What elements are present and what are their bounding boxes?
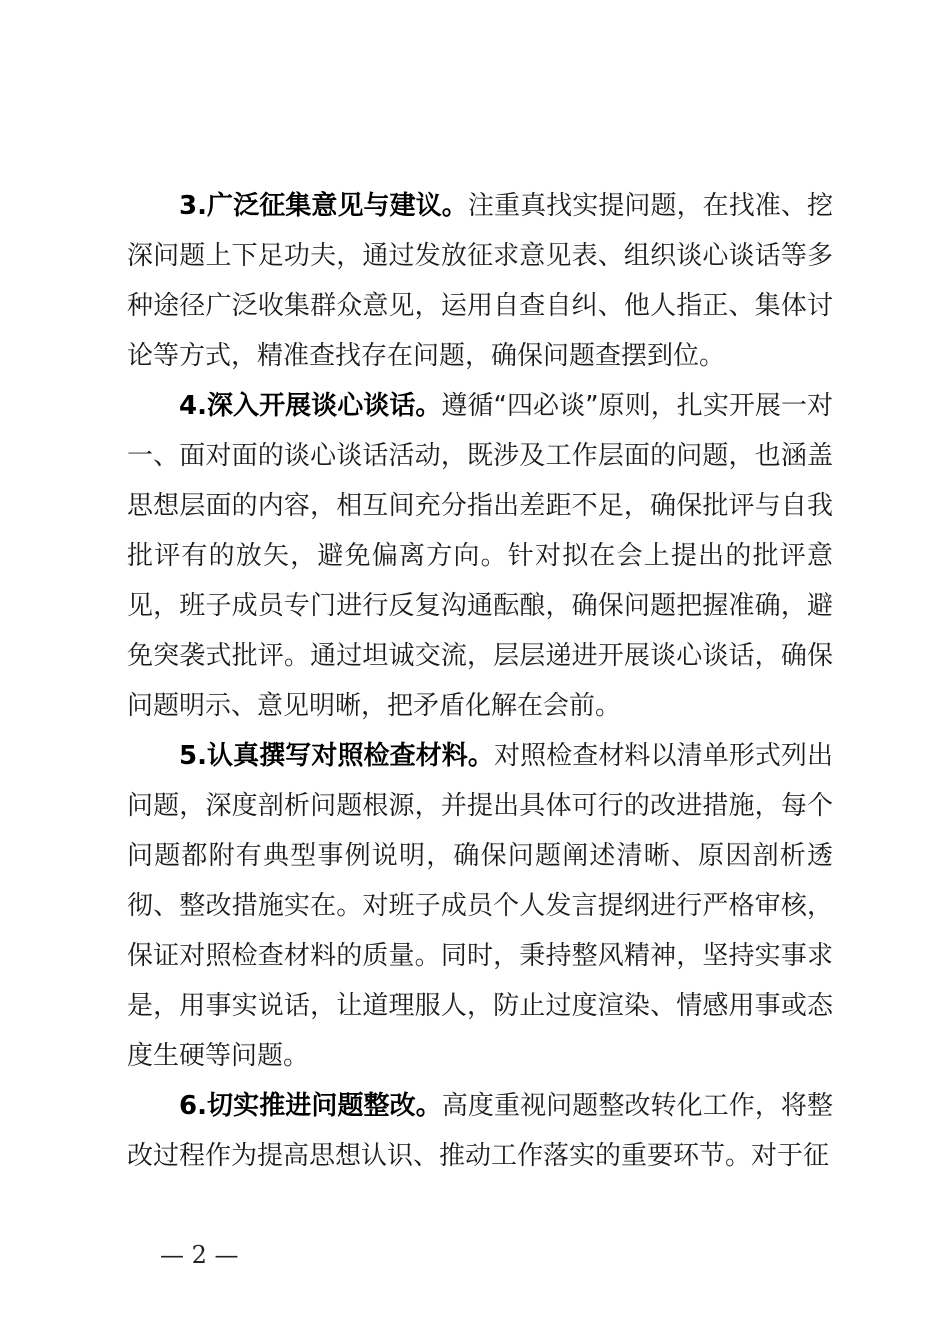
paragraph-text: 遵循“四必谈”原则，扎实开展一对一、面对面的谈心谈话活动，既涉及工作层面的问题，也涵盖思想层面的内容，相互间充分指出差距不足，确保批评与自我批评有的放矢，避免偏离方向。针对拟在会上提出的批评意见，班子成员专门进行反复沟通酝酿，确保问题把握准确，避免突袭式批评。通过坦诚交流，层层递进开展谈心谈话，确保问题明示、意见明晰，把矛盾化解在会前。 — [127, 391, 833, 721]
paragraph-heading: 6.切实推进问题整改。 — [179, 1091, 442, 1121]
paragraph-heading: 4.深入开展谈心谈话。 — [179, 391, 442, 421]
paragraph-heading: 3.广泛征集意见与建议。 — [179, 191, 468, 221]
paragraph-5 — [127, 731, 833, 1081]
paragraph-6 — [127, 1081, 833, 1181]
paragraph-text: 注重真找实提问题，在找准、挖深问题上下足功夫，通过发放征求意见表、组织谈心谈话等多种途径广泛收集群众意见，运用自查自纠、他人指正、集体讨论等方式，精准查找存在问题，确保问题查摆到位。 — [127, 191, 833, 371]
page-number: — 2 — — [160, 1241, 239, 1269]
paragraph-3 — [127, 181, 833, 381]
paragraph-4 — [127, 381, 833, 731]
paragraph-heading: 5.认真撰写对照检查材料。 — [179, 741, 494, 771]
document-body — [127, 181, 833, 1181]
paragraph-text: 对照检查材料以清单形式列出问题，深度剖析问题根源，并提出具体可行的改进措施，每个问题都附有典型事例说明，确保问题阐述清晰、原因剖析透彻、整改措施实在。对班子成员个人发言提纲进行严格审核，保证对照检查材料的质量。同时，秉持整风精神，坚持实事求是，用事实说话，让道理服人，防止过度渲染、情感用事或态度生硬等问题。 — [127, 741, 833, 1071]
paragraph-text: 高度重视问题整改转化工作，将整改过程作为提高思想认识、推动工作落实的重要环节。对于征 — [127, 1091, 833, 1171]
